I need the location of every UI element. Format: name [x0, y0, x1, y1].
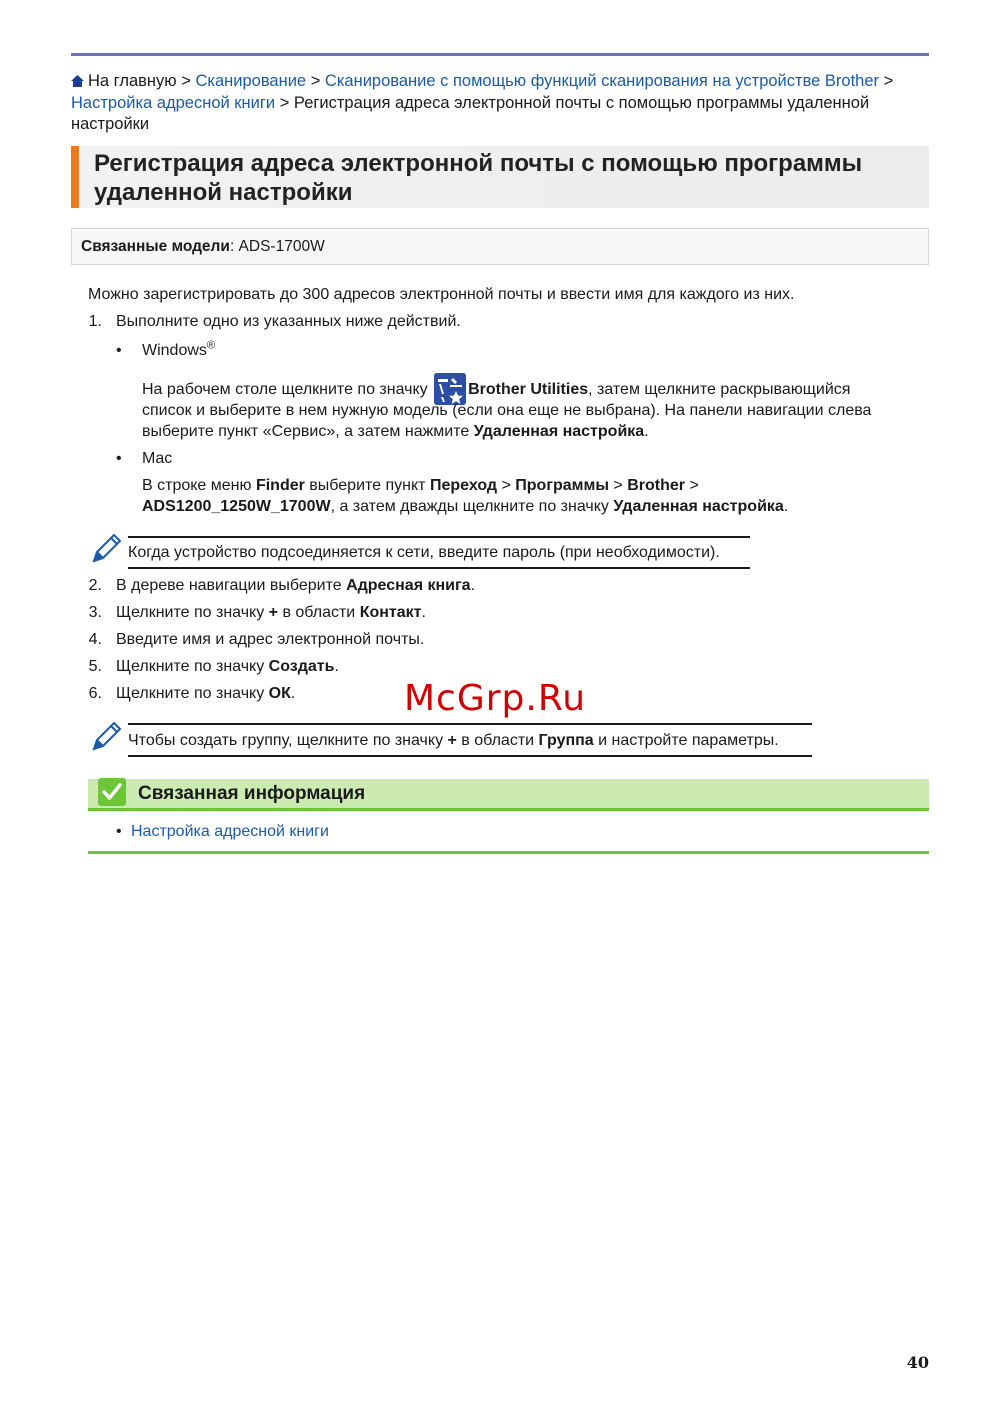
step-5-text: Щелкните по значку Создать. [116, 658, 339, 675]
related-info-end-rule [88, 851, 929, 854]
note-1-top-rule [128, 536, 750, 538]
note-2-bottom-rule [128, 755, 812, 757]
related-info-underline [88, 808, 929, 811]
step-1-number: 1. [88, 313, 102, 330]
mac-step-line-1: В строке меню Finder выберите пункт Переход > Программы > Brother > [142, 477, 699, 494]
windows-step-line-1: На рабочем столе щелкните по значку Brother Utilities, затем щелкните раскрывающийся [142, 373, 932, 405]
related-models-box [71, 228, 929, 265]
note-2-top-rule [128, 723, 812, 725]
breadcrumb-link-address-book[interactable]: Настройка адресной книги [71, 93, 276, 112]
breadcrumb-current: Регистрация адреса электронной почты с помощью программы удаленной настройки [71, 93, 870, 133]
related-models-value: : ADS-1700W [229, 238, 325, 255]
page-number: 40 [906, 1353, 929, 1372]
breadcrumb: На главную > Сканирование > Сканирование с помощью функций сканирования на устройстве Brother > Настройка адресной книги > Регистрация адреса электронной почты с помощью программы удаленной настройки [71, 72, 894, 133]
home-icon[interactable] [71, 75, 84, 87]
note-1-text: Когда устройство подсоединяется к сети, введите пароль (при необходимости). [128, 544, 720, 561]
page-title: Регистрация адреса электронной почты с помощью программы удаленной настройки [94, 150, 863, 206]
related-models-label: Связанные модели [81, 238, 230, 255]
step-6-text: Щелкните по значку ОК. [116, 685, 296, 702]
note-2-text: Чтобы создать группу, щелкните по значку + в области Группа и настройте параметры. [128, 732, 779, 749]
mac-label: Mac [142, 450, 173, 467]
related-link-address-book[interactable]: Настройка адресной книги [131, 823, 329, 840]
pencil-note-icon [90, 719, 124, 753]
step-3-text: Щелкните по значку + в области Контакт. [116, 604, 426, 621]
breadcrumb-link-scanning[interactable]: Сканирование [195, 72, 307, 90]
title-block [71, 146, 929, 208]
mac-step-line-2: ADS1200_1250W_1700W, а затем дважды щелкните по значку Удаленная настройка. [142, 498, 789, 515]
note-1-bottom-rule [128, 567, 750, 569]
windows-step-line-2: список и выберите в нем нужную модель (если она еще не выбрана). На панели навигации слева [142, 402, 872, 419]
watermark: McGrp.Ru [404, 678, 587, 719]
windows-label: Windows® [142, 339, 216, 359]
title-accent-bar [71, 146, 79, 208]
related-info-title: Связанная информация [138, 783, 366, 804]
intro-text: Можно зарегистрировать до 300 адресов электронной почты и ввести имя для каждого из них. [88, 286, 795, 303]
related-info-header [88, 779, 929, 809]
windows-step-line-3: выберите пункт «Сервис», а затем нажмите Удаленная настройка. [142, 423, 649, 440]
checkmark-icon [98, 778, 126, 806]
breadcrumb-home[interactable]: На главную [88, 72, 177, 90]
pencil-note-icon [90, 531, 124, 565]
step-2-text: В дереве навигации выберите Адресная книга. [116, 577, 475, 594]
step-4-text: Введите имя и адрес электронной почты. [116, 631, 425, 648]
step-1-text: Выполните одно из указанных ниже действий. [116, 313, 461, 330]
breadcrumb-link-device-scan[interactable]: Сканирование с помощью функций сканирования на устройстве Brother [324, 72, 880, 90]
top-rule [71, 53, 929, 56]
